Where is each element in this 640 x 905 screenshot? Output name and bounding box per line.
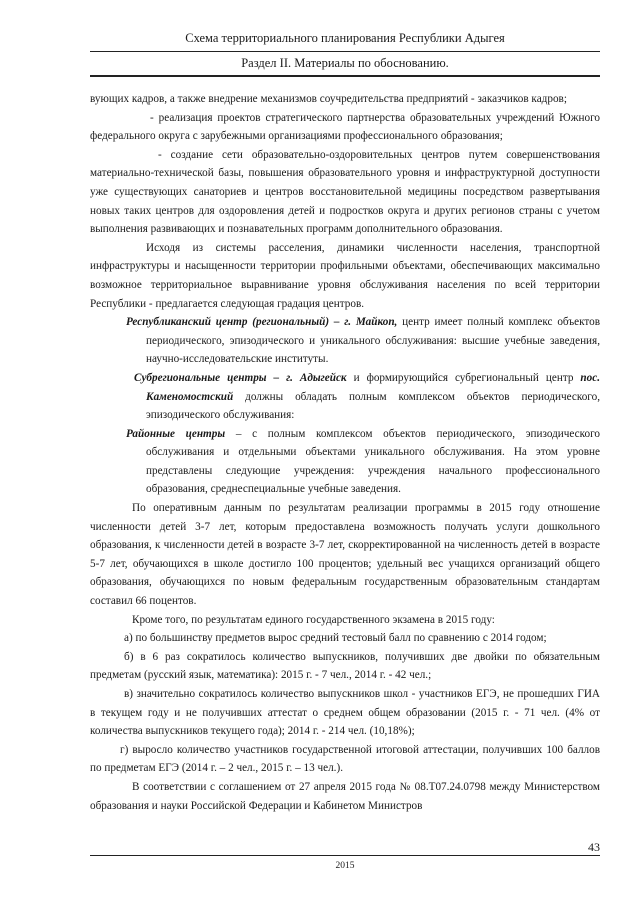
- center-label: Субрегиональные центры – г. Адыгейск: [134, 371, 347, 384]
- paragraph: По оперативным данным по результатам реализации программы в 2015 году отношение численности детей 3-7 лет, которым предоставлена возможность получать услуги дошкольного образования, к численности детей в возрасте 3-7 лет, скорректированной на численность детей в возрасте 5-7 лет, обучающихся в школе достигло 100 процентов; удельный вес учащихся организаций общего образования, обучающихся по новым федеральным государственным образовательным стандартам составил 66 поцентов.: [90, 502, 600, 608]
- page-number: 43: [588, 840, 600, 854]
- section-title: Раздел II. Материалы по обоснованию.: [90, 52, 600, 77]
- list-item: в) значительно сократилось количество выпускников школ - участников ЕГЭ, не прошедших ГИА в текущем году и не получивших аттестат о среднем общем образовании (2015 г. - 71 чел. (4% от количества выпускников текущего года); 2014 г. - 214 чел. (10,18%);: [90, 688, 600, 738]
- footer-year: 2015: [335, 861, 355, 871]
- paragraph: Исходя из системы расселения, динамики численности населения, транспортной инфраструктуры и насыщенности территории профильными объектами, обеспечивающих максимально возможное территориальное выравнивание уровня обслуживания населения по всей территории Республики - предлагается следующая градация центров.: [90, 241, 600, 310]
- center-item-district: Районные центры – с полным комплексом объектов периодического, эпизодического обслуживания и отдельными объектами уникального обслуживания. На этом уровне представлены следующие учреждения: учреждения начального профессионального образования, среднеспециальные учебные заведения.: [126, 427, 600, 496]
- paragraph: Кроме того, по результатам единого государственного экзамена в 2015 году:: [132, 613, 495, 626]
- center-item-republican: Республиканский центр (региональный) – г. Майкоп, центр имеет полный комплекс объектов периодического, эпизодического и уникального обслуживания: высшие учебные заведения, научно-исследовательские институты.: [126, 316, 600, 366]
- page-header: [90, 30, 600, 77]
- paragraph: - создание сети образовательно-оздоровительных центров путем совершенствования материально-технической базы, повышения образовательного уровня и инфраструктурной доступности уже существующих санаториев и центров восстановительной медицины посредством развертывания новых таких центров для оздоровления детей и подростков округа и других регионов страны с учетом выполнения развивающих и познавательных программ дополнительного образования.: [90, 148, 600, 236]
- paragraph: В соответствии с соглашением от 27 апреля 2015 года № 08.Т07.24.0798 между Министерством образования и науки Российской Федерации и Кабинетом Министров: [90, 780, 600, 812]
- center-label: Районные центры: [126, 427, 226, 440]
- body-text: [90, 90, 600, 815]
- center-label: пос. Каменомостский: [146, 371, 600, 403]
- list-item: г) выросло количество участников государственной итоговой аттестации, получивших 100 баллов по предметам ЕГЭ (2014 г. – 2 чел., 2015 г. – 13 чел.).: [90, 743, 600, 775]
- paragraph: вующих кадров, а также внедрение механизмов соучредительства предприятий - заказчиков кадров;: [90, 93, 567, 105]
- footer-divider: [90, 855, 600, 856]
- document-title: Схема территориального планирования Республики Адыгея: [90, 30, 600, 52]
- list-item: а) по большинству предметов вырос средний тестовый балл по сравнению с 2014 годом;: [124, 632, 547, 645]
- list-item: б) в 6 раз сократилось количество выпускников, получивших две двойки по обязательным предметам (русский язык, математика): 2015 г. - 7 чел., 2014 г. - 42 чел.;: [90, 650, 600, 682]
- paragraph: - реализация проектов стратегического партнерства образовательных учреждений Южного федерального округа с зарубежными организациями профессионального образования;: [90, 111, 600, 143]
- center-label: Республиканский центр (региональный) – г. Майкоп,: [126, 316, 398, 329]
- center-item-subregional: Субрегиональные центры – г. Адыгейск и формирующийся субрегиональный центр пос. Каменомостский должны обладать полным комплексом объектов периодического, эпизодического обслуживания:: [134, 371, 600, 422]
